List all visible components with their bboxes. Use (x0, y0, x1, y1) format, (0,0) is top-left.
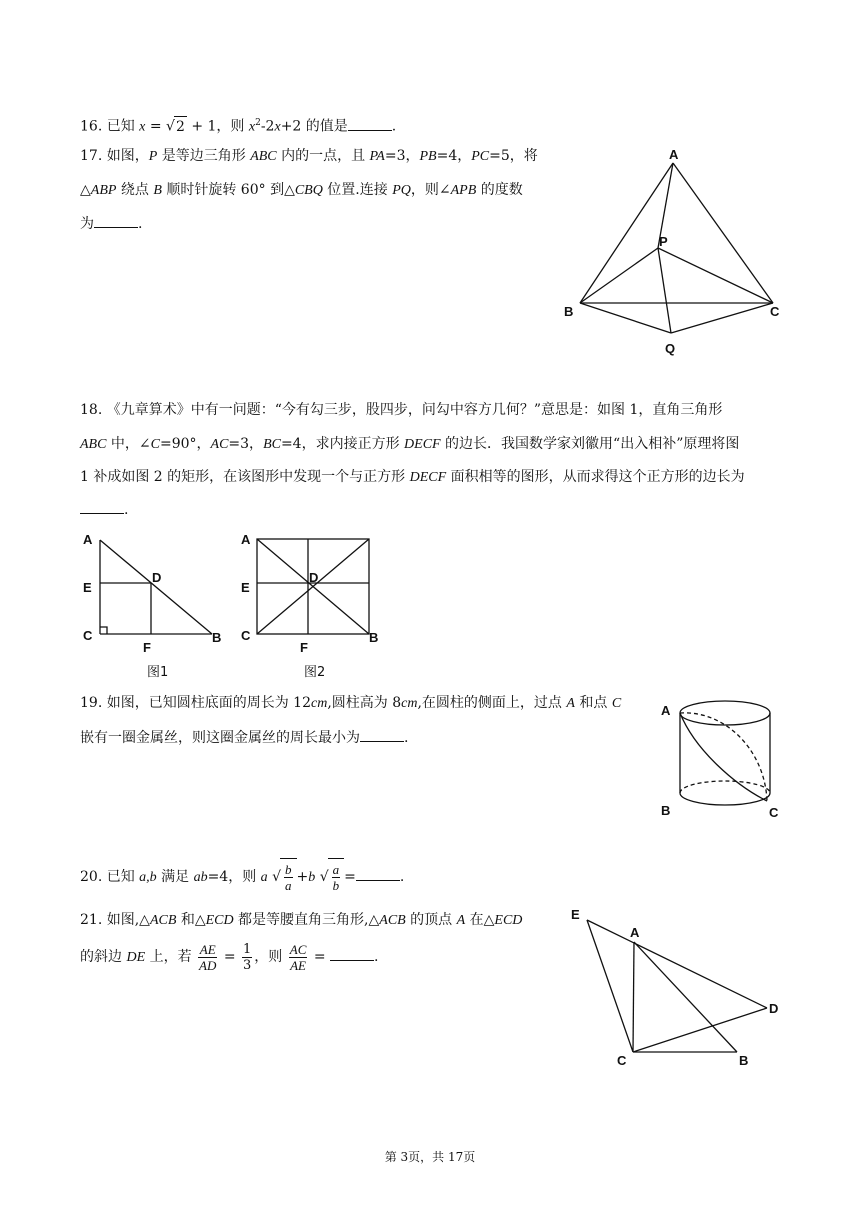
q18-figure1 (75, 530, 235, 680)
label-B: B (564, 304, 574, 319)
q17-figure (555, 140, 795, 360)
q18-line1: 18. 《九章算术》中有一问题：“今有勾三步，股四步，问勾中容方几何？”意思是：如图 1，直角三角形 (80, 402, 723, 418)
q17-line1: 17. 如图，P 是等边三角形 ABC 内的一点，且 PA=3，PB=4，PC=5，将 (80, 148, 538, 164)
q21-line1: 21. 如图,△ACB 和△ECD 都是等腰直角三角形,△ACB 的顶点 A 在△ECD (80, 912, 523, 928)
q21-line2: 的斜边 DE 上，若 $\frac{AE}{AD}$ = $\frac{1}{3}$ ，则 $\frac{AC}{AE}$ = . (80, 941, 379, 973)
svg-text:C: C (83, 628, 93, 643)
answer-blank (80, 499, 124, 514)
caption-fig2: 图2 (304, 665, 326, 680)
svg-text:E: E (83, 580, 92, 595)
svg-text:D: D (309, 570, 319, 585)
svg-text:B: B (661, 803, 671, 818)
answer-blank (330, 946, 374, 961)
q20-text: 20. 已知 a,b 满足 ab=4，则 a √ $\frac{b}{a}$ +b √ $\frac{a}{b}$ = . (80, 858, 404, 896)
q17-line3: 为 . (80, 213, 142, 234)
label-A: A (669, 147, 679, 162)
q21-figure (565, 900, 790, 1075)
svg-text:D: D (152, 570, 162, 585)
q18-line2: ABC 中，∠C=90°，AC=3，BC=4，求内接正方形 DECF 的边长．我国数学家刘徽用“出入相补”原理将图 (80, 436, 740, 452)
answer-blank (356, 866, 400, 881)
svg-text:C: C (241, 628, 251, 643)
caption-fig1: 图1 (147, 665, 169, 680)
answer-blank (94, 213, 138, 228)
svg-text:D: D (769, 1001, 779, 1016)
svg-text:B: B (739, 1053, 749, 1068)
svg-text:A: A (630, 925, 640, 940)
answer-blank (348, 116, 392, 131)
svg-text:B: B (369, 630, 379, 645)
svg-text:B: B (212, 630, 222, 645)
q19-line2: 嵌有一圈金属丝，则这圈金属丝的周长最小为 . (80, 727, 408, 748)
page-footer: 第 3页，共 17页 (384, 1150, 476, 1164)
answer-blank (360, 727, 404, 742)
svg-text:F: F (300, 640, 308, 655)
svg-text:A: A (661, 703, 671, 718)
q19-line1: 19. 如图，已知圆柱底面的周长为 12cm,圆柱高为 8cm,在圆柱的侧面上，过点 A 和点 C (80, 695, 622, 711)
svg-text:A: A (241, 532, 251, 547)
q18-line4: . (80, 499, 128, 520)
q18-line3: 1 补成如图 2 的矩形，在该图形中发现一个与正方形 DECF 面积相等的图形，从而求得这个正方形的边长为 (80, 469, 745, 485)
q18-figure2 (232, 530, 392, 680)
label-Q: Q (665, 341, 676, 356)
label-P: P (659, 234, 668, 249)
svg-text:C: C (617, 1053, 627, 1068)
q19-figure (655, 690, 790, 825)
svg-text:C: C (769, 805, 779, 820)
svg-text:F: F (143, 640, 151, 655)
svg-text:E: E (571, 907, 580, 922)
label-C: C (770, 304, 780, 319)
q17-line2: △ABP 绕点 B 顺时针旋转 60° 到△CBQ 位置.连接 PQ，则∠APB 的度数 (80, 182, 523, 198)
svg-text:E: E (241, 580, 250, 595)
svg-text:A: A (83, 532, 93, 547)
q16-text: 16. 已知 x = √2 + 1，则 $x^2-2x+2$ 的值是 . (80, 113, 396, 138)
